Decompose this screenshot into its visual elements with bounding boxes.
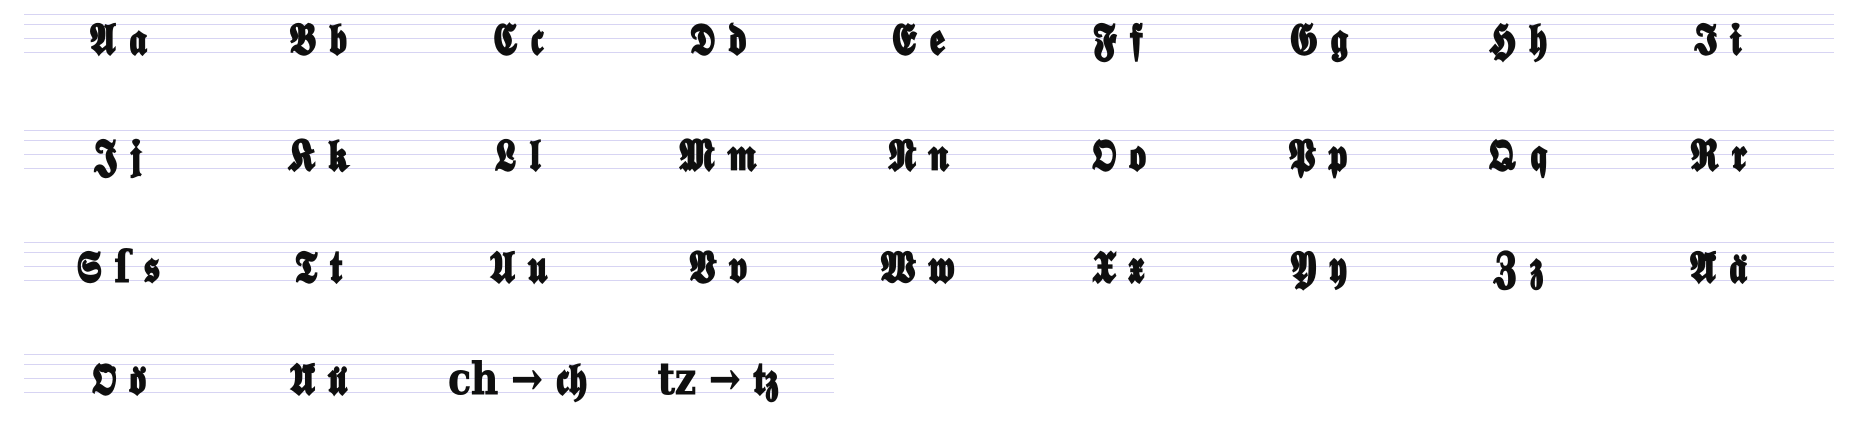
letter-pair-b: 𝕭 𝖇 (288, 14, 348, 65)
letter-pair-o: 𝕺 𝖔 (1090, 130, 1146, 181)
letter-pair-x: 𝖃 𝖝 (1092, 242, 1144, 293)
letter-pair-r: 𝕽 𝖗 (1689, 130, 1747, 181)
letter-pair-t: 𝕿 𝖙 (294, 242, 342, 293)
letter-pair-i: 𝕴 𝖎 (1694, 14, 1742, 65)
letter-pair-g: 𝕲 𝖌 (1288, 14, 1348, 65)
letter-pair-e: 𝕰 𝖊 (891, 14, 945, 65)
letter-pair-u-umlaut: 𝖀̈ 𝖚̈ (289, 354, 347, 405)
ligature-ch: ch → 𝖈𝖍 (448, 354, 588, 405)
letter-pair-a: 𝕬 𝖆 (89, 14, 147, 65)
letter-pair-v: 𝖁 𝖛 (688, 242, 748, 293)
alphabet-row-3 (0, 240, 1858, 320)
alphabet-row-2 (0, 128, 1858, 208)
letter-pair-z: 𝖅 𝖟 (1493, 242, 1543, 293)
letter-pair-p: 𝕻 𝖕 (1288, 130, 1348, 181)
letter-pair-a-umlaut: 𝕬̈ 𝖆̈ (1689, 242, 1747, 293)
letter-pair-n: 𝕹 𝖓 (887, 130, 949, 181)
letter-pair-f: 𝕱 𝖋 (1093, 14, 1143, 65)
letter-pair-m: 𝕸 𝖒 (679, 130, 757, 181)
letter-pair-k: 𝕶 𝖐 (287, 130, 349, 181)
letter-pair-y: 𝖄 𝖞 (1289, 242, 1347, 293)
letter-pair-s: 𝕾 ſ 𝖘 (76, 242, 160, 293)
letter-pair-c: 𝕮 𝖈 (492, 14, 544, 65)
letter-pair-u: 𝖀 𝖚 (489, 242, 547, 293)
letter-pair-o-umlaut: 𝕺̈ 𝖔̈ (90, 354, 146, 405)
letter-pair-d: 𝕯 𝖉 (689, 14, 747, 65)
alphabet-row-4 (0, 352, 1858, 432)
letter-pair-l: 𝕷 𝖑 (495, 130, 541, 181)
letter-pair-w: 𝖂 𝖜 (880, 242, 956, 293)
letter-pair-q: 𝕼 𝖖 (1488, 130, 1548, 181)
alphabet-row-1 (0, 12, 1858, 92)
ligature-tz: tz → 𝖙𝖟 (657, 354, 779, 405)
letter-pair-h: 𝕳 𝖍 (1488, 14, 1548, 65)
letter-pair-j: 𝕵 𝖏 (94, 130, 142, 181)
